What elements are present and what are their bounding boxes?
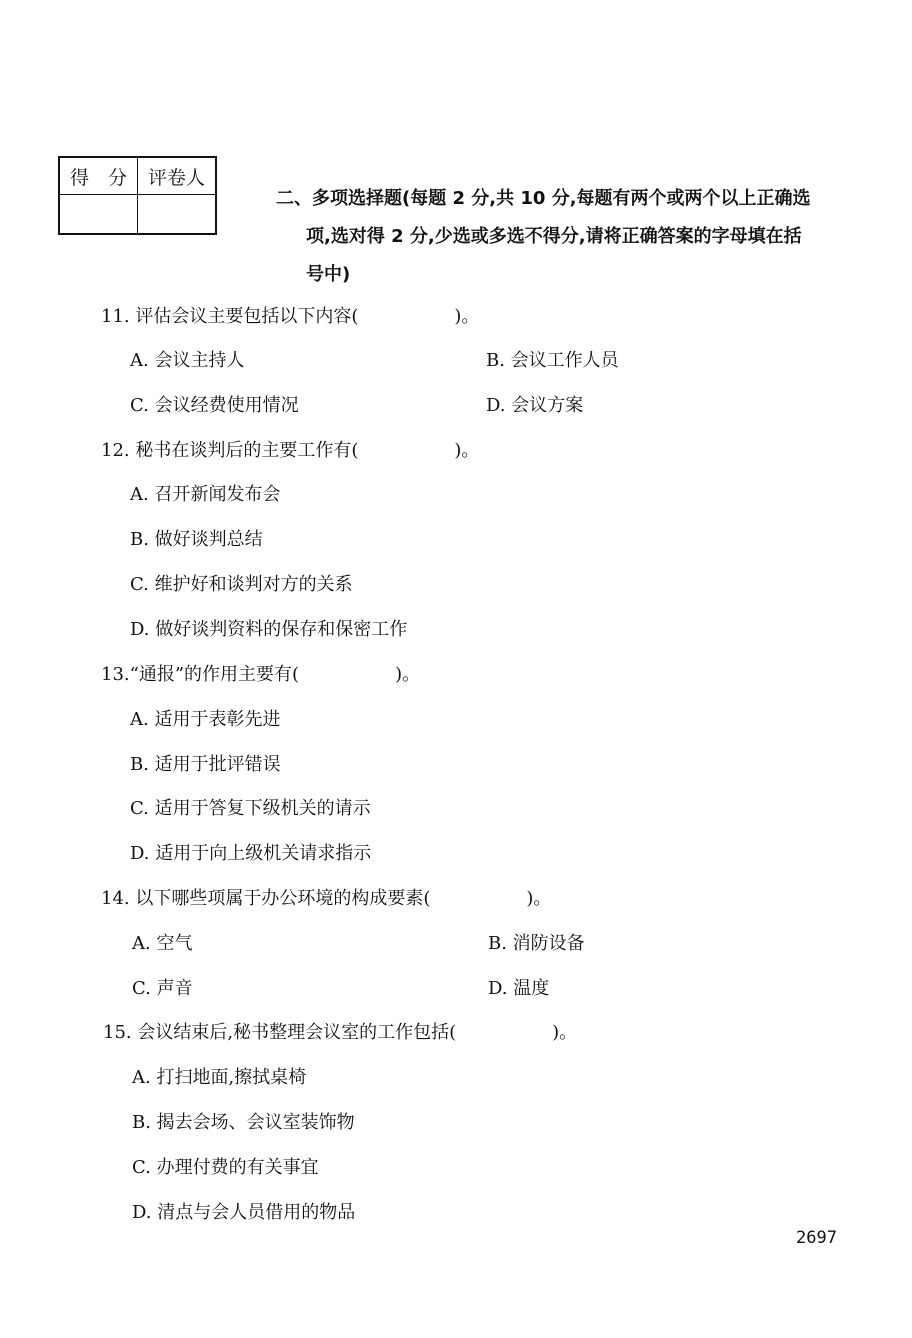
question-stem: 14. 以下哪些项属于办公环境的构成要素(: [101, 888, 431, 909]
option-a: A. 召开新闻发布会: [130, 484, 281, 505]
question-stem-end: )。: [454, 306, 480, 327]
grader-cell: [138, 195, 217, 235]
question-15: [103, 1018, 577, 1044]
question-stem-end: )。: [454, 440, 480, 461]
option-d: D. 适用于向上级机关请求指示: [130, 843, 372, 864]
option-a: A. 会议主持人: [130, 350, 245, 371]
section-instructions: [276, 180, 866, 294]
option-a: A. 空气: [132, 933, 193, 954]
question-stem: 15. 会议结束后,秘书整理会议室的工作包括(: [103, 1022, 457, 1043]
option-b: B. 消防设备: [488, 933, 585, 954]
question-stem: 12. 秘书在谈判后的主要工作有(: [101, 440, 359, 461]
section-line-2: 项,选对得 2 分,少选或多选不得分,请将正确答案的字母填在括: [306, 226, 802, 247]
option-c: C. 会议经费使用情况: [130, 395, 299, 416]
score-cell: [59, 195, 138, 235]
option-a: A. 适用于表彰先进: [130, 709, 281, 730]
option-d: D. 温度: [488, 978, 550, 999]
question-12: [101, 436, 479, 462]
option-c: C. 声音: [132, 978, 193, 999]
option-c: C. 办理付费的有关事宜: [132, 1157, 319, 1178]
section-line-1: 二、多项选择题(每题 2 分,共 10 分,每题有两个或两个以上正确选: [276, 188, 811, 209]
option-b: B. 做好谈判总结: [130, 529, 263, 550]
question-11: [101, 302, 479, 328]
question-stem-end: )。: [526, 888, 552, 909]
grader-header: 评卷人: [138, 157, 217, 195]
option-b: B. 适用于批评错误: [130, 754, 281, 775]
question-stem-end: )。: [395, 664, 421, 685]
option-d: D. 做好谈判资料的保存和保密工作: [130, 619, 408, 640]
question-stem: 13.“通报”的作用主要有(: [101, 664, 300, 685]
option-d: D. 会议方案: [486, 395, 584, 416]
option-b: B. 会议工作人员: [486, 350, 619, 371]
question-stem-end: )。: [552, 1022, 578, 1043]
question-stem: 11. 评估会议主要包括以下内容(: [101, 306, 359, 327]
option-d: D. 清点与会人员借用的物品: [132, 1202, 356, 1223]
question-13: [101, 660, 420, 686]
question-14: [101, 884, 551, 910]
score-header: 得 分: [59, 157, 138, 195]
option-b: B. 揭去会场、会议室装饰物: [132, 1112, 355, 1133]
option-c: C. 适用于答复下级机关的请示: [130, 798, 371, 819]
option-c: C. 维护好和谈判对方的关系: [130, 574, 353, 595]
option-a: A. 打扫地面,擦拭桌椅: [132, 1067, 307, 1088]
page-number: 2697: [796, 1228, 837, 1248]
section-line-3: 号中): [306, 264, 351, 285]
score-table: [58, 156, 217, 235]
